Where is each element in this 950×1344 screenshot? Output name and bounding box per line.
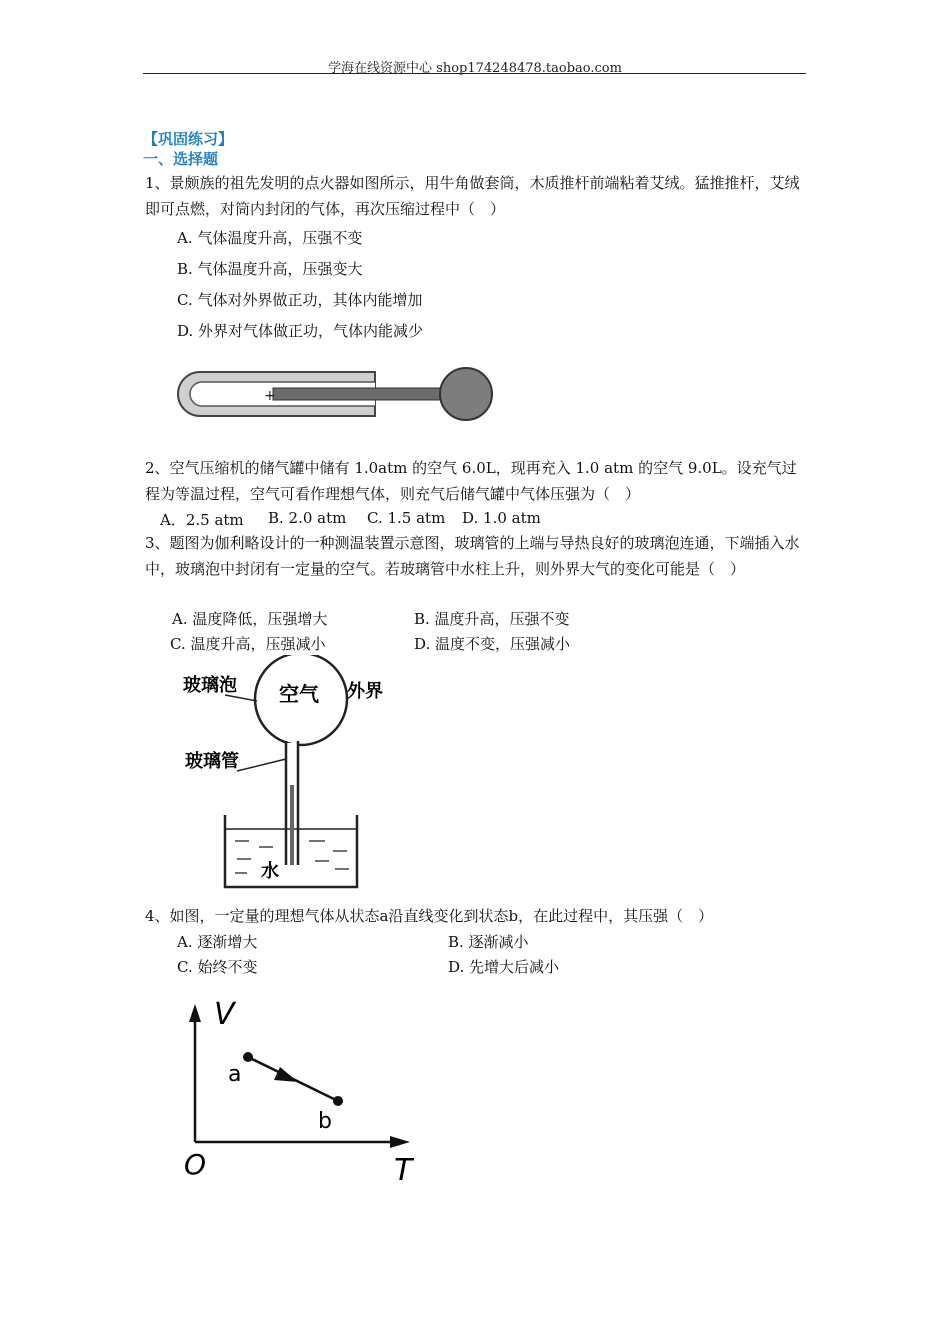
question-3-option-c: C. 温度升高，压强减小 (170, 635, 326, 653)
label-tube: 玻璃管 (185, 751, 239, 772)
t-axis-arrow (390, 1136, 410, 1148)
question-4-stem: 4、如图，一定量的理想气体从状态a沿直线变化到状态b，在此过程中，其压强（ ） (145, 907, 714, 925)
push-rod (273, 388, 443, 400)
question-1-stem: 1、景颇族的祖先发明的点火器如图所示，用牛角做套筒，木质推杆前端粘着艾绒。猛推推杆，艾绒即可点燃，对筒内封闭的气体，再次压缩过程中（ ） (145, 174, 800, 218)
thermoscope-figure (175, 655, 405, 895)
question-2-option-a: A．2.5 atm (160, 511, 244, 529)
process-arrow (274, 1067, 298, 1082)
question-4-option-d: D. 先增大后减小 (448, 958, 560, 976)
tube-leader-line (237, 759, 286, 771)
question-2-option-d: D. 1.0 atm (462, 509, 541, 527)
question-1-option-b: B. 气体温度升高，压强变大 (177, 260, 363, 278)
label-bulb: 玻璃泡 (183, 675, 237, 696)
label-water: 水 (261, 861, 279, 882)
question-2-stem: 2、空气压缩机的储气罐中储有 1.0atm 的空气 6.0L，现再充入 1.0 atm 的空气 9.0L。设充气过程为等温过程，空气可看作理想气体，则充气后储气罐中气体压强为（ ） (145, 459, 797, 503)
question-3-stem: 3、题图为伽利略设计的一种测温装置示意图，玻璃管的上端与导热良好的玻璃泡连通，下端插入水中，玻璃泡中封闭有一定量的空气。若玻璃管中水柱上升，则外界大气的变化可能是（ ） (145, 534, 800, 578)
question-4-option-a: A. 逐渐增大 (177, 933, 258, 951)
v-axis-arrow (189, 1004, 201, 1022)
point-a (243, 1052, 253, 1062)
question-3-option-a: A. 温度降低，压强增大 (172, 610, 328, 628)
tinder-mark: + (264, 388, 276, 404)
section-bracket-title: 【巩固练习】 (143, 130, 234, 148)
v-axis-label: V (214, 997, 235, 1032)
label-outside: 外界 (347, 681, 383, 702)
point-b-label: b (318, 1109, 332, 1134)
rod-knob (440, 368, 492, 420)
page-header: 学海在线资源中心 shop174248478.taobao.com (328, 61, 622, 76)
question-1-option-c: C. 气体对外界做正功，其体内能增加 (177, 291, 423, 309)
question-2-option-b: B. 2.0 atm (268, 509, 347, 527)
vt-graph-figure (170, 990, 430, 1190)
question-3-option-b: B. 温度升高，压强不变 (414, 610, 570, 628)
question-3-option-d: D. 温度不变，压强减小 (414, 635, 571, 653)
question-4-option-b: B. 逐渐减小 (448, 933, 529, 951)
origin-label: O (184, 1148, 207, 1181)
t-axis-label: T (394, 1153, 413, 1188)
fire-piston-figure (170, 360, 500, 430)
question-2-option-c: C. 1.5 atm (367, 509, 446, 527)
question-4-option-c: C. 始终不变 (177, 958, 258, 976)
question-1-option-a: A. 气体温度升高，压强不变 (177, 229, 363, 247)
header-rule (143, 73, 806, 74)
label-air: 空气 (279, 682, 319, 706)
question-1-option-d: D. 外界对气体做正功，气体内能减少 (177, 322, 424, 340)
point-b (333, 1096, 343, 1106)
point-a-label: a (228, 1062, 242, 1087)
section-subtitle: 一、选择题 (143, 150, 219, 168)
